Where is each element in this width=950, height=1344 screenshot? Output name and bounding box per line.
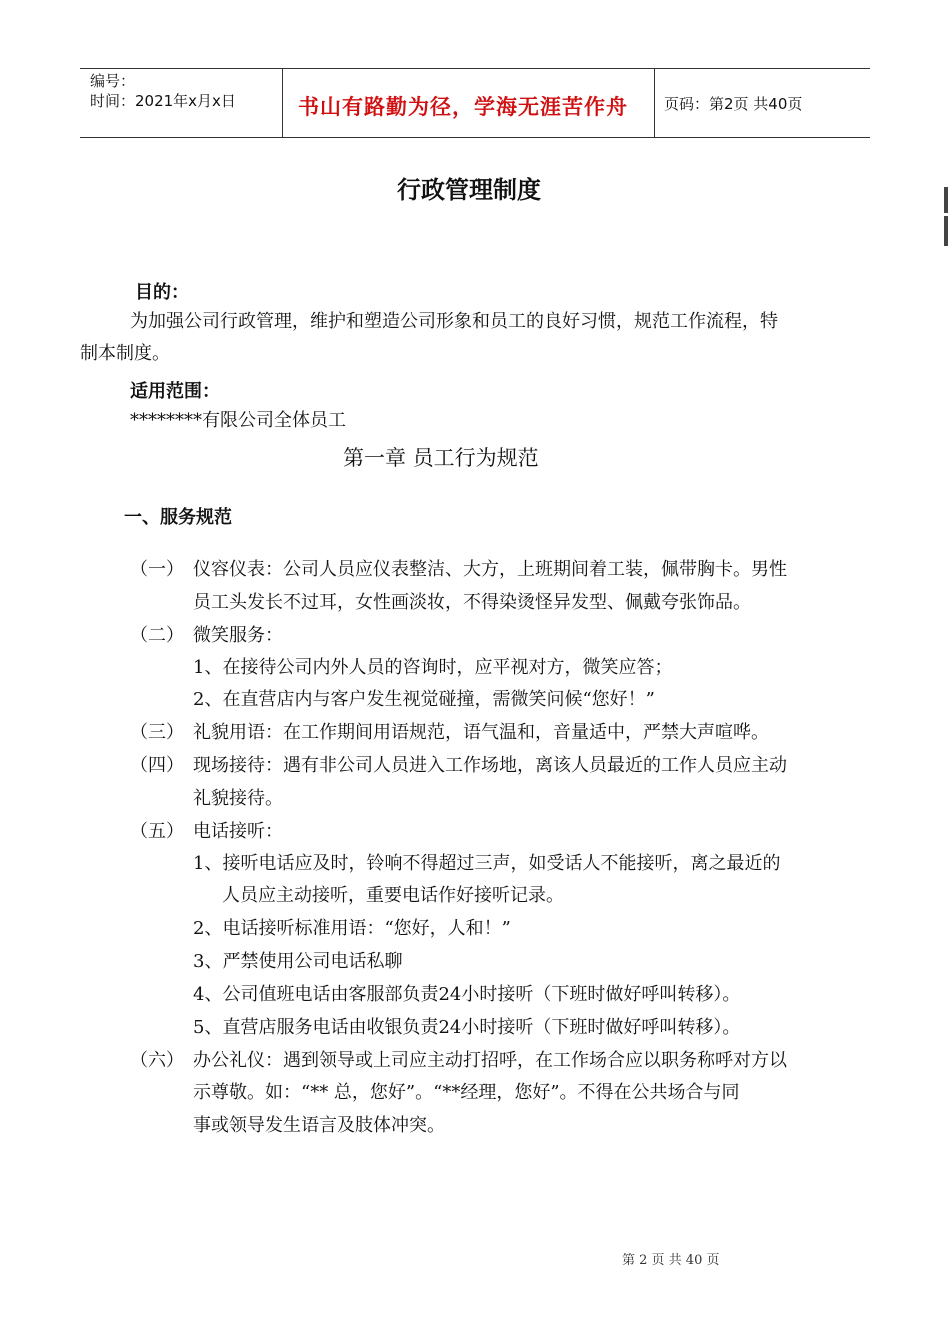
item-text: 示尊敬。如：“** 总，您好”。“**经理，您好”。不得在公共场合与同 [193,1082,740,1103]
item-text: 员工头发长不过耳，女性画淡妆，不得染烫怪异发型、佩戴夸张饰品。 [193,592,751,613]
sub-item-text: 人员应主动接听，重要电话作好接听记录。 [222,885,564,906]
page-footer: 第 2 页 共 40 页 [622,1253,720,1268]
sub-item-text: 1、接听电话应及时，铃响不得超过三声，如受话人不能接听，离之最近的 [193,853,781,874]
purpose-label: 目的： [135,282,189,303]
item-number: （一） [130,559,184,580]
purpose-text: 为加强公司行政管理，维护和塑造公司形象和员工的良好习惯，规范工作流程，特 [130,311,778,332]
scope-label: 适用范围： [130,381,220,402]
item-number: （六） [130,1050,184,1071]
item-text: 礼貌接待。 [193,788,283,809]
sub-item-text: 5、直营店服务电话由收银负责24小时接听（下班时做好呼叫转移）。 [193,1017,741,1038]
item-number: （五） [130,821,184,842]
edge-mark [944,216,948,246]
sub-item-text: 4、公司值班电话由客服部负责24小时接听（下班时做好呼叫转移）。 [193,984,741,1005]
item-text: 事或领导发生语言及肢体冲突。 [193,1115,445,1136]
sub-item-text: 3、严禁使用公司电话私聊 [193,951,403,972]
document-title: 行政管理制度 [397,176,541,204]
purpose-text: 制本制度。 [80,343,170,364]
sub-item-text: 2、电话接听标准用语：“您好，人和！” [193,918,511,939]
item-text: 仪容仪表：公司人员应仪表整洁、大方，上班期间着工装，佩带胸卡。男性 [193,559,787,580]
motto-text: 书山有路勤为径，学海无涯苦作舟 [298,95,628,119]
item-text: 微笑服务： [193,625,283,646]
item-text: 办公礼仪：遇到领导或上司应主动打招呼，在工作场合应以职务称呼对方以 [193,1050,787,1071]
item-text: 现场接待：遇有非公司人员进入工作场地，离该人员最近的工作人员应主动 [193,755,787,776]
header-divider [654,69,655,137]
item-number: （三） [130,722,184,743]
edge-mark [944,187,948,213]
date-label: 时间：2021年x月x日 [90,92,236,110]
section-heading: 一、服务规范 [124,507,232,528]
page-label: 页码：第2页 共40页 [664,95,803,113]
header-divider [282,69,283,137]
item-text: 礼貌用语：在工作期间用语规范，语气温和，音量适中，严禁大声喧哗。 [193,722,769,743]
chapter-heading: 第一章 员工行为规范 [343,446,539,470]
number-label: 编号： [90,72,136,90]
item-number: （二） [130,625,184,646]
scope-text: ********有限公司全体员工 [130,410,346,431]
sub-item-text: 2、在直营店内与客户发生视觉碰撞，需微笑问候“您好！” [193,689,655,710]
sub-item-text: 1、在接待公司内外人员的咨询时，应平视对方，微笑应答； [193,657,673,678]
item-number: （四） [130,755,184,776]
item-text: 电话接听： [193,821,283,842]
